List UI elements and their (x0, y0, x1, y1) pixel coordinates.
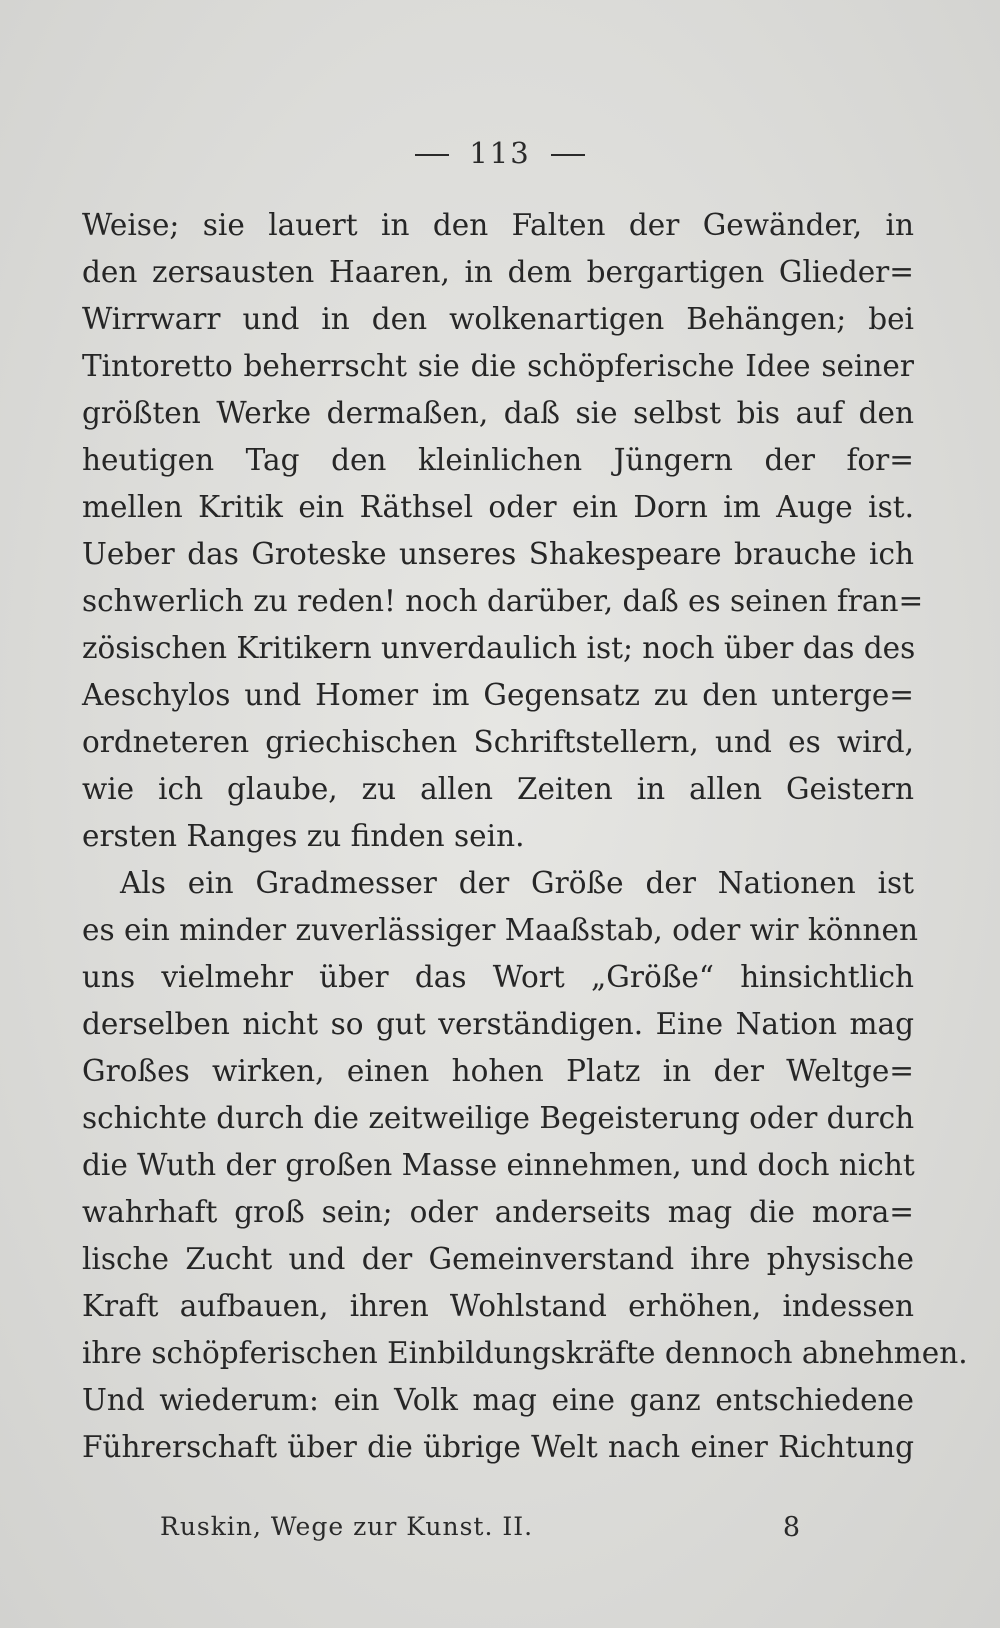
text-line-paragraph-start: Als ein Gradmesser der Größe der Nationen ist (120, 866, 914, 900)
text-line: die Wuth der großen Masse einnehmen, und doch nicht (82, 1148, 915, 1182)
text-line: wie ich glaube, zu allen Zeiten in allen Geistern (82, 772, 914, 806)
text-line: den zersausten Haaren, in dem bergartigen Glieder= (82, 255, 914, 289)
text-line: es ein minder zuverlässiger Maaßstab, oder wir können (82, 913, 918, 947)
header-dash-right (551, 154, 585, 156)
text-line: uns vielmehr über das Wort „Größe“ hinsichtlich (82, 960, 914, 994)
text-line-paragraph-end: ersten Ranges zu finden sein. (82, 819, 525, 853)
header-dash-left (415, 154, 449, 156)
text-line: Tintoretto beherrscht sie die schöpferische Idee seiner (82, 349, 914, 383)
printer-signature: Ruskin, Wege zur Kunst. II. (160, 1512, 534, 1541)
text-line: ordneteren griechischen Schriftstellern, und es wird, (82, 725, 914, 759)
text-line: zösischen Kritikern unverdaulich ist; noch über das des (82, 631, 916, 665)
text-line: heutigen Tag den kleinlichen Jüngern der for= (82, 443, 914, 477)
text-line: Aeschylos und Homer im Gegensatz zu den unterge= (82, 678, 914, 712)
text-line: ihre schöpferischen Einbildungskräfte dennoch abnehmen. (82, 1336, 968, 1370)
text-line: Und wiederum: ein Volk mag eine ganz entschiedene (82, 1383, 914, 1417)
text-line: lische Zucht und der Gemeinverstand ihre physische (82, 1242, 914, 1276)
sheet-number: 8 (782, 1512, 800, 1543)
text-line: derselben nicht so gut verständigen. Eine Nation mag (82, 1007, 914, 1041)
text-line: Großes wirken, einen hohen Platz in der Weltge= (82, 1054, 914, 1088)
text-line: größten Werke dermaßen, daß sie selbst bis auf den (82, 396, 914, 430)
page-footer (160, 1512, 800, 1552)
text-line: Kraft aufbauen, ihren Wohlstand erhöhen, indessen (82, 1289, 914, 1323)
text-line: Führerschaft über die übrige Welt nach einer Richtung (82, 1430, 914, 1464)
text-line: Wirrwarr und in den wolkenartigen Behängen; bei (82, 302, 914, 336)
text-line: mellen Kritik ein Räthsel oder ein Dorn im Auge ist. (82, 490, 914, 524)
page-body-text (82, 202, 968, 1471)
text-line: schichte durch die zeitweilige Begeisterung oder durch (82, 1101, 915, 1135)
text-line: wahrhaft groß sein; oder anderseits mag die mora= (82, 1195, 914, 1229)
text-line: schwerlich zu reden! noch darüber, daß es seinen fran= (82, 584, 924, 618)
page-number: 113 (469, 136, 531, 170)
page-header (0, 136, 1000, 170)
text-line: Ueber das Groteske unseres Shakespeare brauche ich (82, 537, 914, 571)
text-line: Weise; sie lauert in den Falten der Gewänder, in (82, 208, 914, 242)
